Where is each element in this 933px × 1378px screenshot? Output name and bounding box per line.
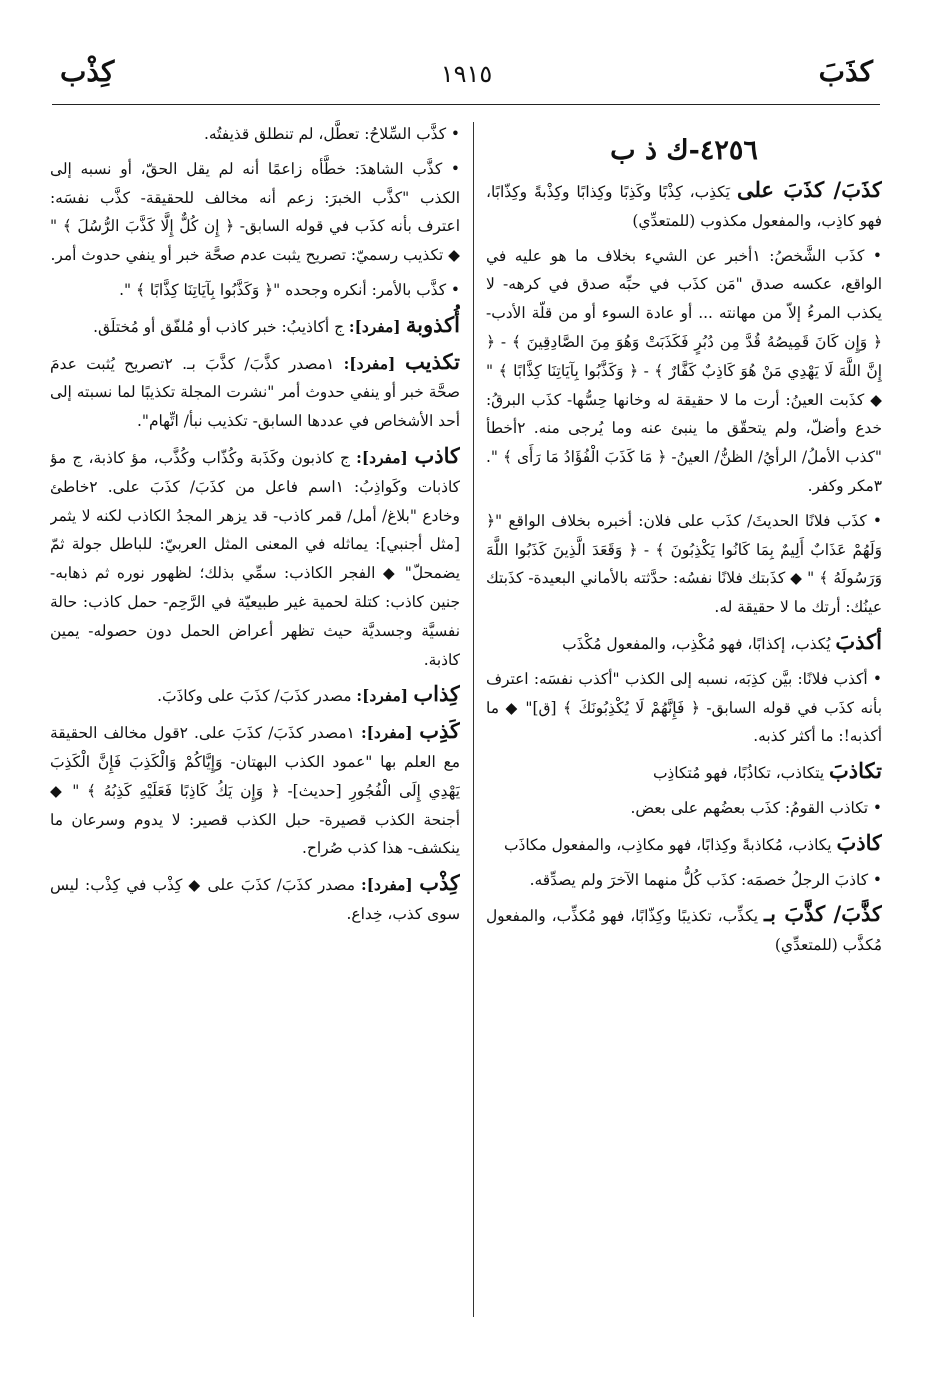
entry-paragraph: [486, 866, 882, 895]
entry-text: • كذَّب بالأمر: أنكره وجحده "﴿ وَكَذَّبُوا بِآيَاتِنَا كِذَّابًا ﴾ ".: [119, 280, 460, 299]
headword: أكذبَ: [835, 628, 882, 654]
part-of-speech: [مفرد]:: [356, 687, 414, 706]
headword: تكذيب: [405, 348, 460, 374]
part-of-speech: [مفرد]:: [360, 724, 420, 743]
root-title: ٤٢٥٦-ك ذ ب: [610, 135, 758, 166]
entry-paragraph: [486, 829, 882, 860]
entry-paragraph: [486, 176, 882, 236]
header-rule: [52, 104, 880, 105]
column-divider: [473, 122, 474, 1317]
entry-paragraph: [50, 120, 460, 149]
entry-text: • كذَّب السِّلاحُ: تعطَّل، لم تنطلق قذيفتُه.: [204, 125, 460, 143]
entry-text: يتكاذب، تكاذُبًا، فهو مُتكاذِب: [652, 764, 830, 783]
entry-text: • كاذبَ الرجلُ خصمَه: كذَب كُلُّ منهما الآخرَ ولم يصدِّقه.: [529, 870, 882, 889]
headword: كِذْب: [419, 870, 460, 896]
page-number: ١٩١٥: [440, 60, 493, 88]
entry-text: • كذَب الشَّخصُ: ١أخبر عن الشيء بخلاف ما هو عليه في الواقع، عكسه صدق "مَن كذَب في حبِّه صدق في كرهه- لا يكذب المرءُ إلاّ من مهانته ... أو عادة السوء أو من قلّة الأدب- ﴿ وَإِن كَانَ قَمِيصُهُ قُدَّ مِن دُبُرٍ فَكَذَبَتْ وَهُوَ مِنَ الصَّادِقِينَ ﴾ - ﴿ إِنَّ اللَّهَ لَا يَهْدِي مَنْ هُوَ كَاذِبٌ كَفَّارٌ ﴾ - ﴿ وَكَذَّبُوا بِآيَاتِنَا كِذَّابًا ﴾ " ◆ كذَبت العينُ: أرت ما لا حقيقة له وخانها حِسُّها- كذَب البرقُ: خدع وأضلّ، ولم يتحقّق ما ينبئ عنه وما يُرجى منه. ٢أخطأ "كذب الأملُ/ الرأيُ/ الظنُّ/ العينُ- ﴿ مَا كَذَبَ الْفُؤَادُ مَا رَأَى ﴾ ". ٣مكر وكفر.: [486, 246, 882, 495]
entry-text: يكذِّب، تكذيبًا وكِذّابًا، فهو مُكذِّب، والمفعول مُكذَّب (للمتعدِّي): [486, 907, 882, 955]
entry-text: يكاذب، مُكاذبةً وكِذابًا، فهو مكاذِب، والمفعول مكاذَب: [504, 835, 837, 854]
entry-text: ١مصدر كذَبَ/ كذَبَ على. ٢قول مخالف الحقيقة مع العلم بها "عمود الكذب البهتان- وَإِيَّاكُمْ وَالْكَذِبَ فَإِنَّ الْكَذِبَ يَهْدِي إِلَى الْفُجُورِ [حديث]- ﴿ وَإِن يَكُ كَاذِبًا فَعَلَيْهِ كَذِبُهُ ﴾ " ◆ أجنحة الكذب قصيرة- حبل الكذب قصير: لا يدوم وسرعان ما ينكشف- هذا كذب صُراح.: [50, 724, 460, 858]
entry-paragraph: [50, 717, 460, 863]
headword: كَذِب: [419, 718, 460, 744]
headword: تكاذبَ: [829, 758, 882, 784]
entry-text: ج أكاذيبُ: خبر كاذب أو مُلفّق أو مُختلَق.: [93, 317, 349, 336]
headword: كذَّبَ/ كذَّبَ بـ: [763, 901, 882, 927]
left-column: [50, 120, 460, 1325]
right-column: [486, 120, 882, 1325]
entry-paragraph: [50, 348, 460, 436]
headword: كِذاب: [413, 681, 460, 707]
entry-text: يَكذِب، كِذْبًا وكَذِبًا وكِذابًا وكِذْبةً وكِذّابًا، فهو كاذِب، والمفعول مكذوب (للمتعدِّي): [486, 183, 882, 230]
entry-paragraph: [486, 900, 882, 960]
entry-text: ج كاذبون وكَذَبة وكُذّاب وكُذَّب، مؤ كاذبة، ج مؤ كاذبات وكَواذِبُ: ١اسم فاعل من كذَبَ/ كذَبَ على. ٢خاطئ وخادع "بلاغ/ أمل/ قمر كاذب- قد يزهر المجدُ الكاذب لكنه لا يثمر [مثل أجنبي]: يماثله في المعنى المثل العربيّ: للباطل جولة ثمّ يضمحلّ" ◆ الفجر الكاذب: سمِّي بذلك؛ لظهور نوره ثم ذهابه- جنين كاذب: كتلة لحمية غير طبيعيّة في الرَّحِم- حمل كاذب: حالة نفسيَّة وجسديَّة حيث تظهر أعراض الحمل دون حصوله- يمين كاذبة.: [50, 448, 460, 669]
entry-paragraph: [50, 311, 460, 342]
entry-text: • أكذب فلانًا: بيَّن كذِبَه، نسبه إلى الكذب "أكذب نفسَه: اعترف بأنه كذَب في قوله السابق- ﴿ فَإِنَّهُمْ لَا يُكْذِبُونَكَ ﴾ [ق]" ◆ ما أكذبه!: ما أكثر كذبه.: [486, 669, 882, 746]
entry-text: • كذَّب الشاهدَ: خطَّأه زاعمًا أنه لم يقل الحقّ، أو نسبه إلى الكذب "كذَّب الخبرَ: زعم أنه مخالف للحقيقة- كذَّب نفسَه: اعترف بأنه كذَب في قوله السابق- ﴿ إِن كُلٌّ إِلَّا كَذَّبَ الرُّسُلَ ﴾ " ◆ تكذيب رسميّ: تصريح يثبت عدم صحَّة خبر أو ينفي حدوث أمر.: [50, 159, 460, 265]
entry-paragraph: [486, 242, 882, 501]
part-of-speech: [مفرد]:: [348, 317, 406, 336]
entry-text: • تكاذب القومُ: كذَب بعضُهم على بعض.: [630, 798, 882, 817]
entry-text: ١مصدر كذَّبَ/ كذَّبَ بـ. ٢تصريح يُثبت عدمَ صحَّة خبر أو ينفي حدوث أمر "نشرت المجلة تكذيبًا لما نسبته إلى أحد الأشخاص في عددها السابق- تكذيب نبأ/ اتِّهام".: [50, 354, 460, 431]
part-of-speech: [مفرد]:: [343, 354, 406, 373]
headword: كاذبَ: [836, 829, 882, 855]
running-head-left: كِذْب: [60, 55, 115, 88]
entry-text: مصدر كذَبَ/ كذَبَ على وكاذَبَ.: [157, 687, 357, 706]
entry-paragraph: [50, 155, 460, 270]
entry-paragraph: [486, 507, 882, 622]
entry-paragraph: [486, 665, 882, 751]
part-of-speech: [مفرد]:: [361, 876, 420, 895]
entry-paragraph: [50, 276, 460, 305]
headword: أُكذوبة: [405, 311, 460, 337]
running-head-right: كذَبَ: [818, 55, 873, 88]
entry-paragraph: [50, 680, 460, 711]
entry-paragraph: [486, 757, 882, 788]
entry-text: • كذَب فلانًا الحديثَ/ كذَب على فلان: أخبره بخلاف الواقع "﴿ وَلَهُمْ عَذَابٌ أَلِيمٌ بِمَا كَانُوا يَكْذِبُونَ ﴾ - ﴿ وَقَعَدَ الَّذِينَ كَذَبُوا اللَّهَ وَرَسُولَهُ ﴾ " ◆ كذَبتك فلانًا نفسُه: حدَّثته بالأماني البعيدة- كذَبتك عينُك: أرتك ما لا حقيقة له.: [486, 511, 882, 617]
entry-paragraph: [50, 442, 460, 674]
entry-paragraph: [486, 794, 882, 823]
part-of-speech: [مفرد]:: [356, 448, 415, 467]
headword: كذَبَ/ كذَبَ على: [736, 177, 882, 202]
headword: كاذب: [414, 442, 460, 468]
entry-paragraph: [50, 869, 460, 929]
entry-text: يُكذب، إكذابًا، فهو مُكْذِب، والمفعول مُكْذَب: [562, 634, 836, 653]
entry-paragraph: [486, 628, 882, 659]
entry-text: مصدر كذَبَ/ كذَبَ على ◆ كِذْب في كِذْب: ليس سوى كذب، خِداع.: [50, 876, 460, 923]
